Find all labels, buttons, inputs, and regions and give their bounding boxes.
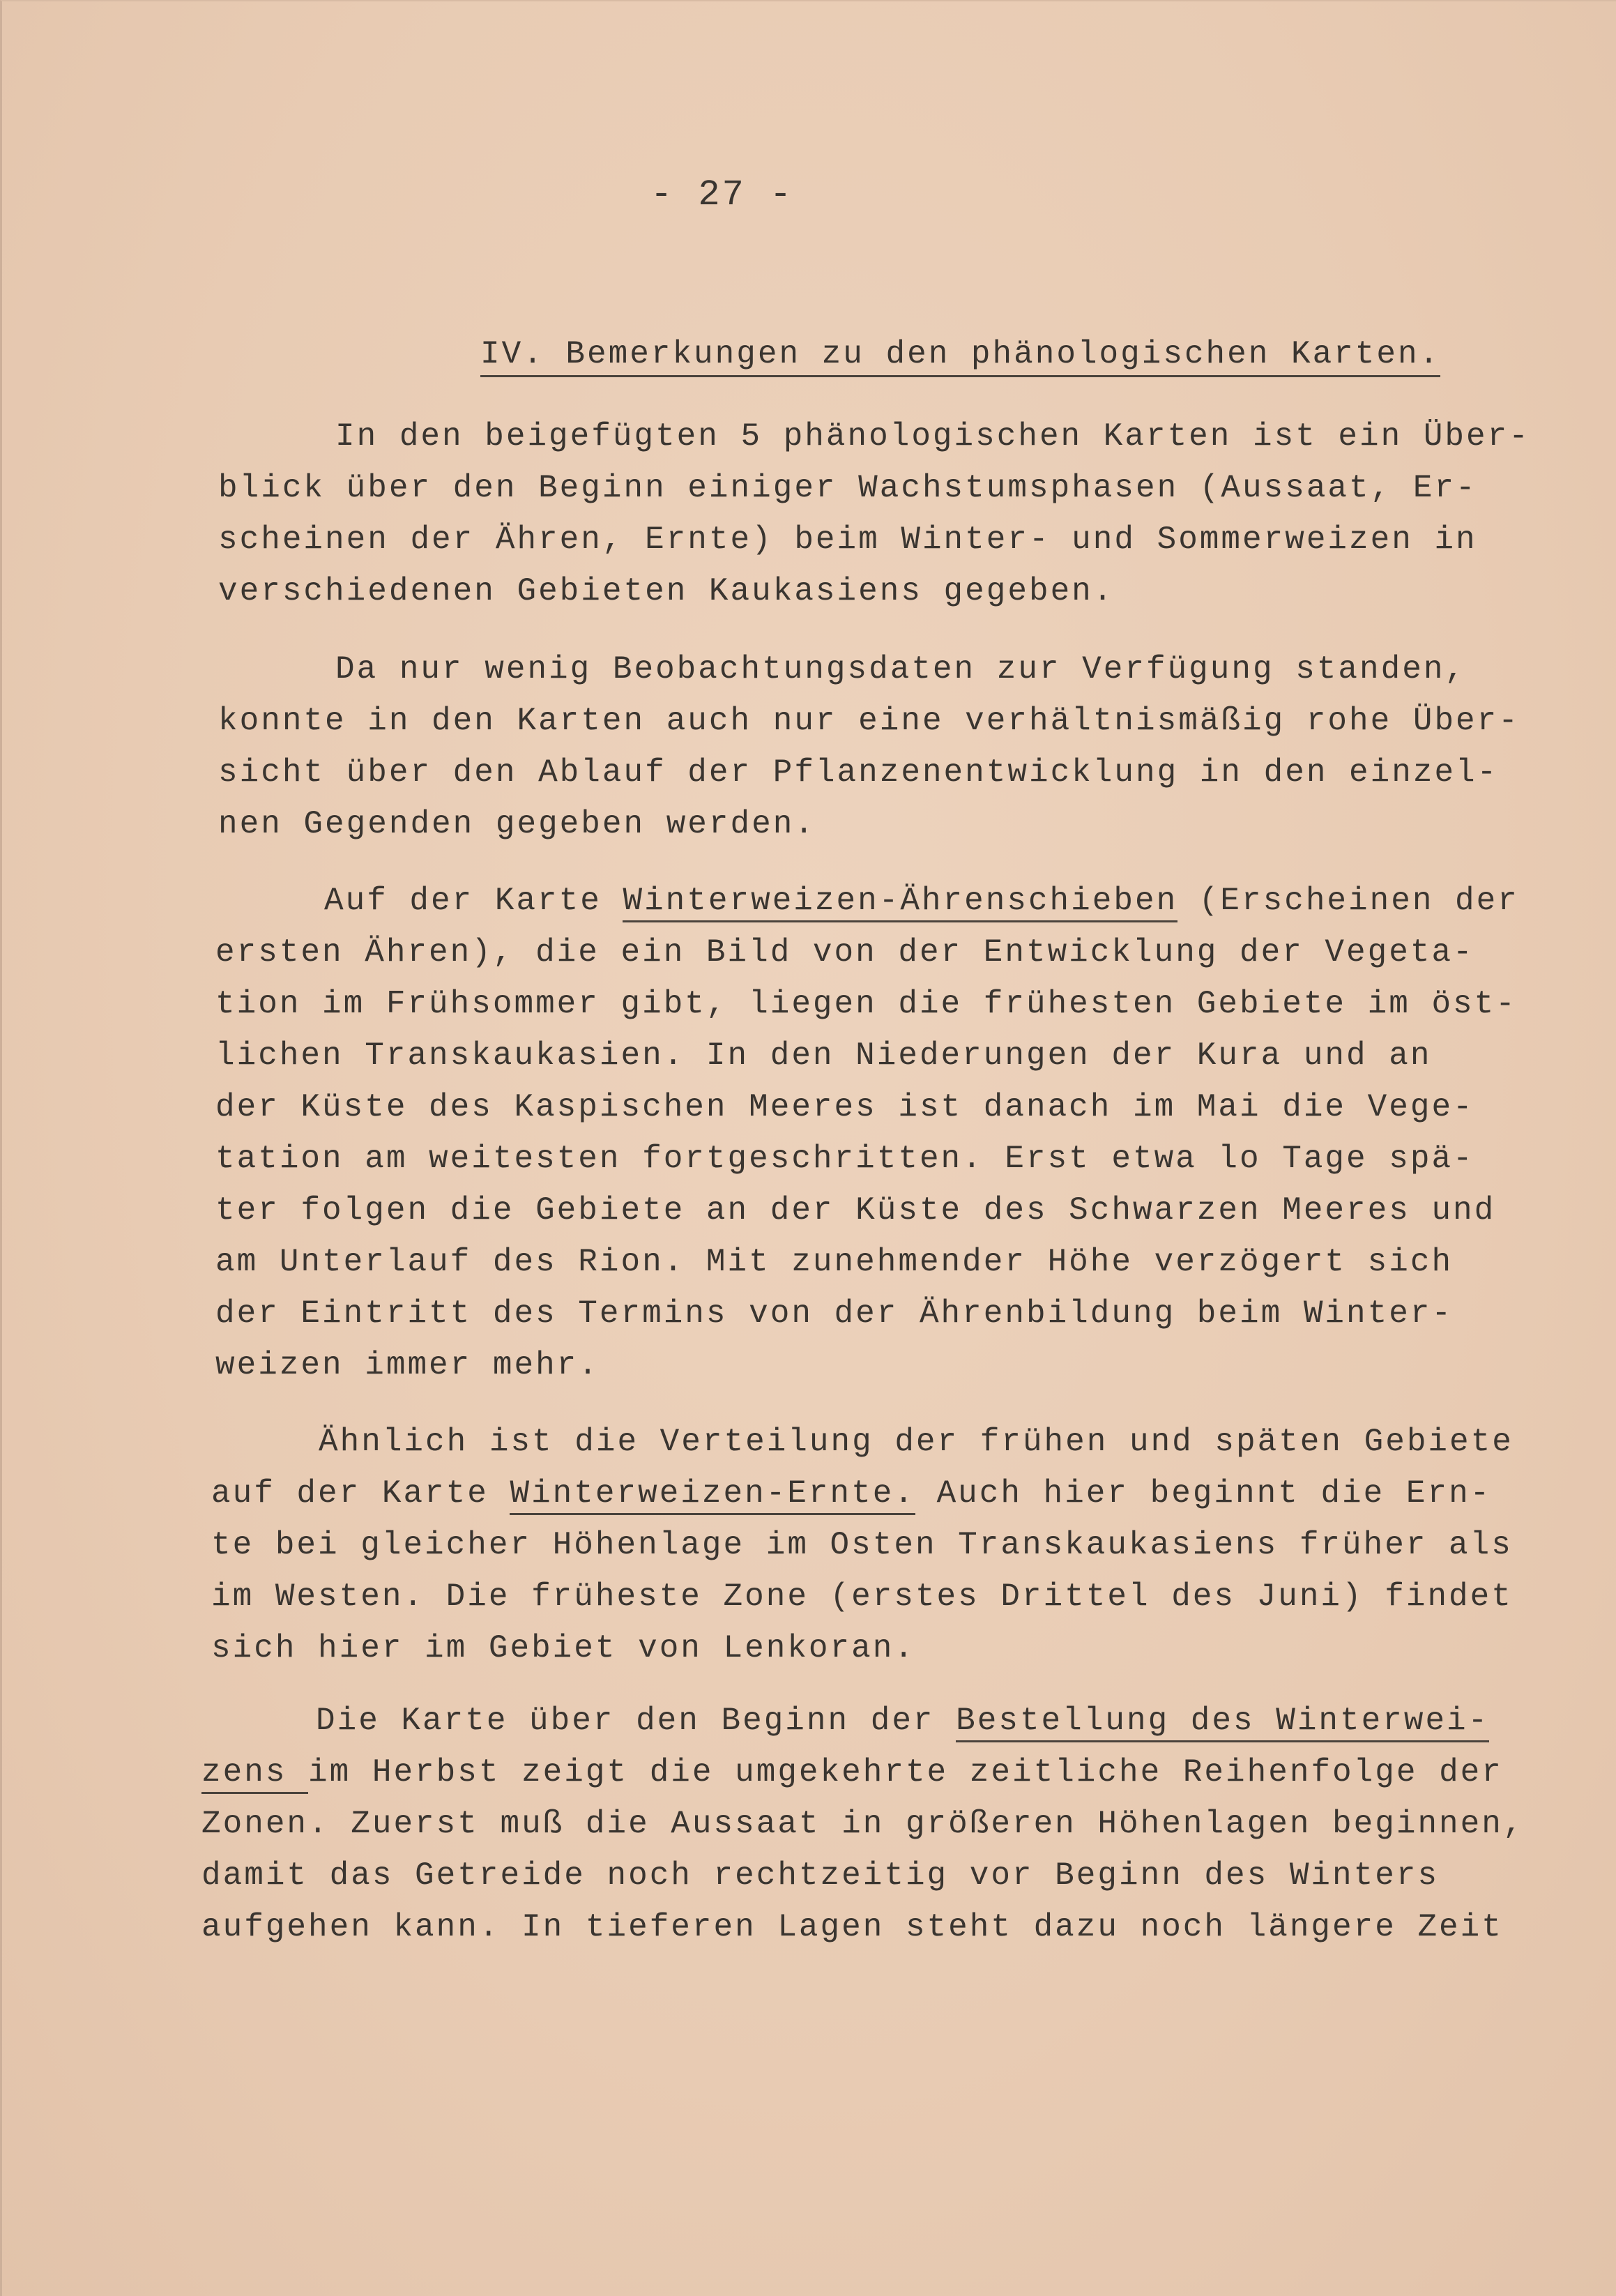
text-line: scheinen der Ähren, Ernte) beim Winter- und Sommerweizen in: [218, 522, 1477, 558]
text-line: [211, 1475, 1491, 1512]
text-line: Da nur wenig Beobachtungsdaten zur Verfügung standen,: [335, 651, 1467, 687]
text-line: aufgehen kann. In tieferen Lagen steht dazu noch längere Zeit: [201, 1909, 1503, 1945]
text-line: tion im Frühsommer gibt, liegen die frühesten Gebiete im öst-: [215, 986, 1517, 1022]
text-line: nen Gegenden gegeben werden.: [218, 806, 816, 842]
text-line: ersten Ähren), die ein Bild von der Entwicklung der Vegeta-: [215, 934, 1474, 971]
text-segment: Auch hier beginnt die Ern-: [915, 1475, 1492, 1512]
text-line: te bei gleicher Höhenlage im Osten Transkaukasiens früher als: [211, 1527, 1513, 1563]
page-number: - 27 -: [650, 174, 794, 215]
text-line: [316, 1703, 1489, 1739]
text-line: tation am weitesten fortgeschritten. Erst etwa lo Tage spä-: [215, 1141, 1474, 1177]
map-title-winterweizen-ernte: Winterweizen-Ernte.: [510, 1475, 915, 1515]
text-segment: Auf der Karte: [324, 883, 623, 919]
text-segment: auf der Karte: [211, 1475, 510, 1512]
text-line: verschiedenen Gebieten Kaukasiens gegeben.: [218, 573, 1115, 609]
text-line: konnte in den Karten auch nur eine verhältnismäßig rohe Über-: [218, 703, 1520, 739]
text-line: damit das Getreide noch rechtzeitig vor Beginn des Winters: [201, 1857, 1440, 1894]
text-line: lichen Transkaukasien. In den Niederungen der Kura und an: [215, 1037, 1432, 1074]
map-title-winterweizen-ahrenschieben: Winterweizen-Ährenschieben: [623, 883, 1177, 922]
text-segment: (Erscheinen der: [1177, 883, 1519, 919]
section-heading-text: IV. Bemerkungen zu den phänologischen Karten.: [480, 336, 1440, 377]
map-title-bestellung-continuation: zens: [201, 1754, 308, 1794]
text-line: Zonen. Zuerst muß die Aussaat in größeren Höhenlagen beginnen,: [201, 1806, 1525, 1842]
text-line: ter folgen die Gebiete an der Küste des Schwarzen Meeres und: [215, 1192, 1496, 1229]
text-line: In den beigefügten 5 phänologischen Karten ist ein Über-: [335, 418, 1530, 455]
text-line: [324, 883, 1519, 919]
text-line: am Unterlauf des Rion. Mit zunehmender Höhe verzögert sich: [215, 1244, 1454, 1280]
text-line: der Küste des Kaspischen Meeres ist danach im Mai die Vege-: [215, 1089, 1474, 1125]
text-line: blick über den Beginn einiger Wachstumsphasen (Aussaat, Er-: [218, 470, 1477, 506]
text-line: sich hier im Gebiet von Lenkoran.: [211, 1630, 915, 1666]
text-line: sicht über den Ablauf der Pflanzenentwicklung in den einzel-: [218, 754, 1499, 791]
text-line: der Eintritt des Termins von der Ährenbildung beim Winter-: [215, 1295, 1454, 1332]
text-line: Ähnlich ist die Verteilung der frühen und späten Gebiete: [319, 1424, 1514, 1460]
section-heading: [480, 336, 1440, 372]
text-line: im Westen. Die früheste Zone (erstes Drittel des Juni) findet: [211, 1579, 1513, 1615]
text-segment: im Herbst zeigt die umgekehrte zeitliche Reihenfolge der: [308, 1754, 1503, 1791]
map-title-bestellung-des-winterweizens: Bestellung des Winterwei-: [956, 1703, 1489, 1742]
text-line: [201, 1754, 1503, 1791]
text-line: weizen immer mehr.: [215, 1347, 600, 1383]
text-segment: Die Karte über den Beginn der: [316, 1703, 956, 1739]
